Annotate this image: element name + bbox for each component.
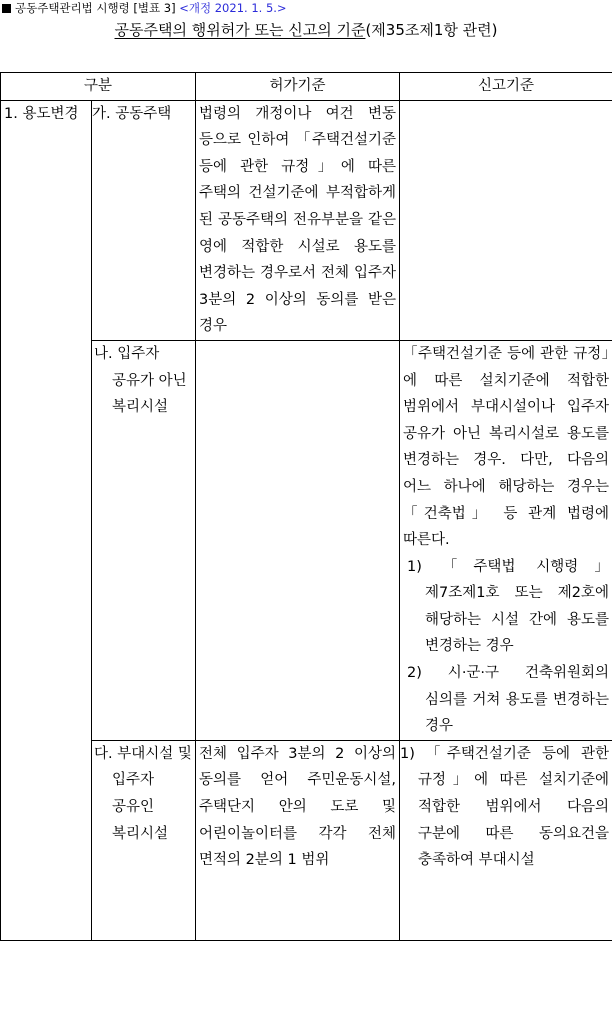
report-cell <box>400 340 612 740</box>
item-label: 나. 입주자 공유가 아닌 복리시설 <box>92 340 196 740</box>
section-label: 1. 용도변경 <box>1 100 92 940</box>
title-ref: (제35조제1항 관련) <box>365 21 498 39</box>
table-row <box>1 740 612 940</box>
report-cell: 1) 「주택건설기준 등에 관한 규정」에 따른 설치기준에 적합한 범위에서 다음의 구분에 따른 동의요건을 충족하여 부대시설 <box>400 740 612 940</box>
table-row <box>1 100 612 340</box>
report-sub-item: 2) 시·군·구 건축위원회의 심의를 거쳐 용도를 변경하는 경우 <box>407 665 610 735</box>
header-row <box>1 73 612 101</box>
page-title <box>0 19 612 41</box>
permit-cell: 전체 입주자 3분의 2 이상의 동의를 얻어 주민운동시설, 주택단지 안의 도로 및 어린이놀이터를 각각 전체 면적의 2분의 1 범위 <box>196 740 400 940</box>
standards-table <box>0 72 612 941</box>
report-sub-item: 1) 「주택법 시행령」 제7조제1호 또는 제2호에 해당하는 시설 간에 용도를 변경하는 경우 <box>407 558 610 655</box>
header-line <box>2 0 287 16</box>
report-intro: 「주택건설기준 등에 관한 규정」에 따른 설치기준에 적합한 범위에서 부대시설이나 입주자 공유가 아닌 복리시설로 용도를 변경하는 경우. 다만, 다음의 어느 하나에 해당하는 경우는 「건축법」 등 관계 법령에 따른다. <box>403 345 610 549</box>
square-bullet-icon <box>2 4 11 13</box>
item-label: 가. 공동주택 <box>92 100 196 340</box>
header-report: 신고기준 <box>400 73 612 101</box>
table-row <box>1 340 612 740</box>
amendment-link[interactable]: <개정 2021. 1. 5.> <box>179 1 287 15</box>
header-permit: 허가기준 <box>196 73 400 101</box>
report-cell <box>400 100 612 340</box>
item-label: 다. 부대시설 및 입주자 공유인 복리시설 <box>92 740 196 940</box>
title-main: 공동주택의 행위허가 또는 신고의 기준 <box>114 21 366 39</box>
permit-cell <box>196 340 400 740</box>
law-reference: 공동주택관리법 시행령 [별표 3] <box>15 1 176 15</box>
header-category: 구분 <box>1 73 196 101</box>
permit-cell: 법령의 개정이나 여건 변동 등으로 인하여 「주택건설기준 등에 관한 규정」에 따른 주택의 건설기준에 부적합하게 된 공동주택의 전유부분을 같은 영에 적합한 시설로 용도를 변경하는 경우로서 전체 입주자 3분의 2 이상의 동의를 받은 경우 <box>196 100 400 340</box>
